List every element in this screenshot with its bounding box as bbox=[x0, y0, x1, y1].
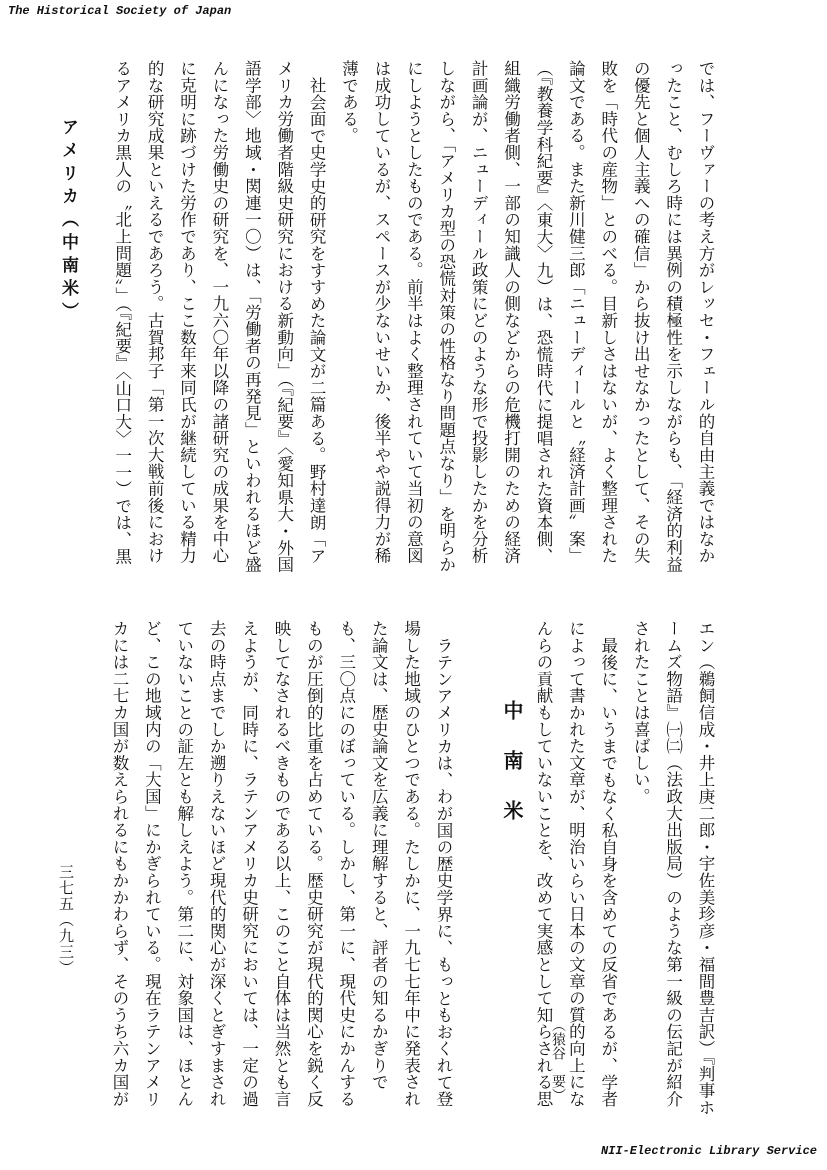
service-footer: NII-Electronic Library Service bbox=[600, 1144, 817, 1158]
upper-text-block bbox=[101, 60, 721, 580]
paragraph-social-history: 社会面で史学史的研究をすすめた論文が二篇ある。野村達朗「アメリカ労働者階級史研究における新動向」（『紀要』〈愛知県大・外国語学部〉地域・関連一〇）は、「労働者の再発見」といわれるほど盛んになった労働史の研究を、一九六〇年以降の諸研究の成果を中心に克明に跡づけた労作であり、ここ数年来同氏が継続している精力的な研究成果といえるであろう。古賀邦子「第一次大戦前後におけるアメリカ黒人の〝北上問題〟」（『紀要』〈山口大〉一一）では、黒 bbox=[112, 60, 327, 573]
lower-section-block bbox=[105, 620, 459, 1120]
author-signature: （猿谷 要） bbox=[550, 1018, 566, 1102]
paragraph-latin-america: ラテンアメリカは、わが国の歴史学界に、もっともおくれて登場した地域のひとつである。たしかに、一九七七年中に発表された論文は、歴史論文を広義に理解すると、評者の知るかぎりでも、三〇点にのぼっている。しかし、第一に、現代史にかんするものが圧倒的比重を占めている。歴史研究が現代的関心を鋭く反映してなされるべきものである以上、このこと自体は当然とも言えようが、同時に、ラテンアメリカ史研究においては、一定の過去の時点までしか遡りえないほど現代的関心が深くとぎすまされていないことの証左とも解しえよう。第二に、対象国は、ほとんど、この地域内の「大国」にかぎられている。現在ラテンアメリカには二七カ国が数えられるにもかかわらず、そのうち六カ国が bbox=[109, 620, 453, 1108]
page-number: 三七五（九三） bbox=[57, 864, 75, 976]
paragraph-reflection: 最後に、いうまでもなく私自身を含めての反省であるが、学者によって書かれた文章が、明治いらい日本の文章の質的向上になんらの貢献もしていないことを、改めて実感として知らされる思 bbox=[533, 620, 618, 1108]
section-heading: 中南米 bbox=[500, 700, 524, 850]
paragraph-hoover: では、フーヴァーの考え方がレッセ・フェール的自由主義ではなかったこと、むしろ時には異例の積極性を示しながらも、「経済的利益の優先と個人主義への確信」から抜け出せなかったとして、その失敗を「時代の産物」とのべる。目新しさはないが、よく整理された論文である。また新川健三郎「ニューディールと〝経済計画〟案」（『教養学科紀要』〈東大〉九）は、恐慌時代に提唱された資本側、組織労働者側、一部の知識人の側などからの危機打開のための経済計画論が、ニューディール政策にどのような形で投影したかを分析しながら、「アメリカ型の恐慌対策の性格なり問題点なり」を明らかにしようとしたものである。前半はよく整理されていて当初の意図は成功しているが、スペースが少ないせいか、後半やや説得力が稀薄である。 bbox=[339, 60, 715, 573]
running-head: アメリカ（中南米） bbox=[58, 118, 78, 325]
paragraph-holmes-biography: エン（鵜飼信成・井上庚二郎・宇佐美珍彦・福間豊吉訳）『判事ホームズ物語』㈠㈡（法政大出版局）のような第一級の伝記が紹介されたことは喜ばしい。 bbox=[631, 620, 715, 1116]
society-header: The Historical Society of Japan bbox=[8, 4, 232, 18]
